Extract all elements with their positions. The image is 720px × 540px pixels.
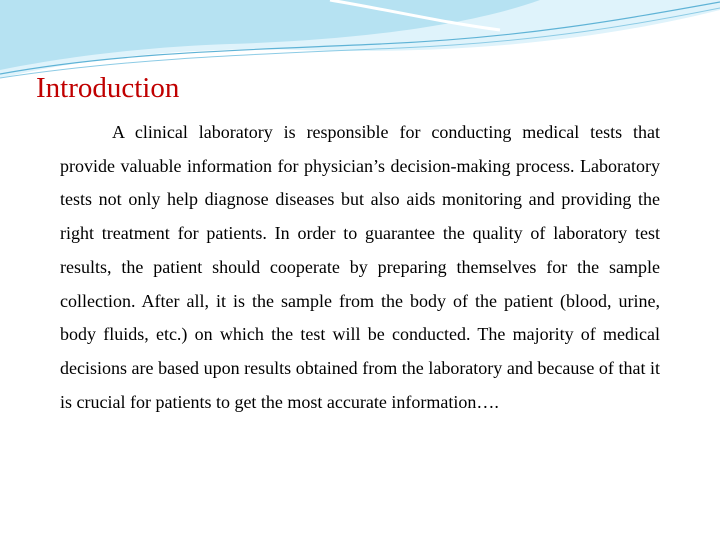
slide-body-text: A clinical laboratory is responsible for conducting medical tests that provide valuable information for physician’s decision-making process. Laboratory tests not only help diagnose diseases but also aids monitoring and providing the right treatment for patients. In order to guarantee the quality of laboratory test results, the patient should cooperate by preparing themselves for the sample collection. After all, it is the sample from the body of the patient (blood, urine, body fluids, etc.) on which the test will be conducted. The majority of medical decisions are based upon results obtained from the laboratory and because of that it is crucial for patients to get the most accurate information…. — [60, 122, 660, 412]
slide-title: Introduction — [36, 72, 180, 104]
